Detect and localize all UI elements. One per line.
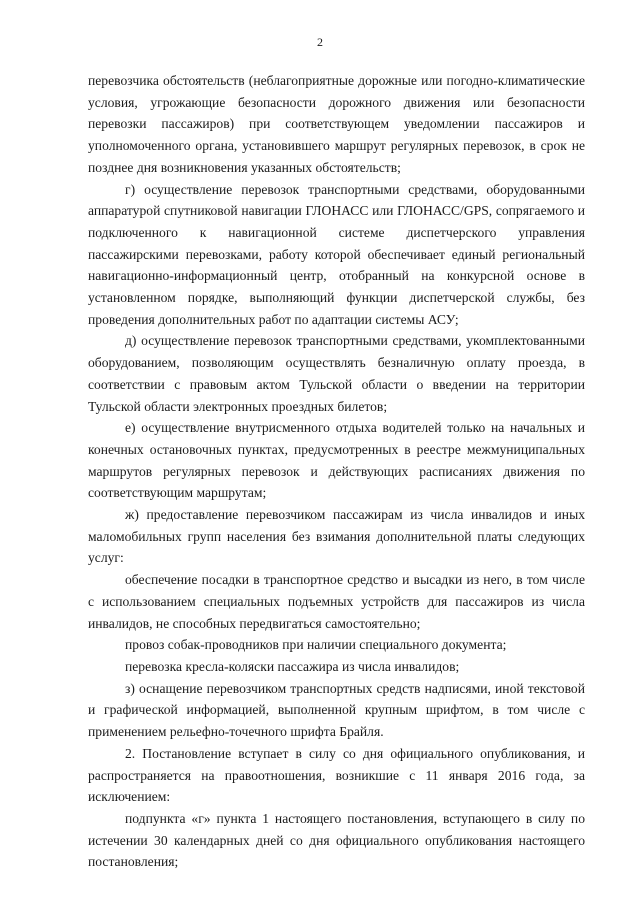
document-body bbox=[88, 70, 585, 873]
paragraph-continuation: перевозчика обстоятельств (неблагоприятные дорожные или погодно-климатические условия, угрожающие безопасности дорожного движения или безопасности перевозки пассажиров) при соответствующем уведомлении пассажиров и уполномоченного органа, установившего маршрут регулярных перевозок, в срок не позднее дня возникновения указанных обстоятельств; bbox=[88, 73, 585, 175]
paragraph-clause-2: 2. Постановление вступает в силу со дня официального опубликования, и распространяется на правоотношения, возникшие с 11 января 2016 года, за исключением: bbox=[88, 745, 585, 805]
paragraph-item-z: з) оснащение перевозчиком транспортных средств надписями, иной текстовой и графической информацией, выполненной крупным шрифтом, в том числе с применением рельефно-точечного шрифта Брайля. bbox=[88, 680, 585, 740]
paragraph-service-guide-dogs: провоз собак-проводников при наличии специального документа; bbox=[125, 637, 507, 653]
paragraph-service-boarding: обеспечение посадки в транспортное средство и высадки из него, в том числе с использованием специальных подъемных устройств для пассажиров из числа инвалидов, не способных передвигаться самостоятельно; bbox=[88, 572, 585, 631]
paragraph-item-e: е) осуществление внутрисменного отдыха водителей только на начальных и конечных остановочных пунктах, предусмотренных в реестре межмуниципальных маршрутов регулярных перевозок и действующих расписаниях движения по соответствующим маршрутам; bbox=[88, 420, 585, 501]
paragraph-exception: подпункта «г» пункта 1 настоящего постановления, вступающего в силу по истечении 30 календарных дней со дня официального опубликования настоящего постановления; bbox=[88, 810, 585, 870]
paragraph-item-d: д) осуществление перевозок транспортными средствами, укомплектованными оборудованием, позволяющим осуществлять безналичную оплату проезда, в соответствии с правовым актом Тульской области о введении на территории Тульской области электронных проездных билетов; bbox=[88, 333, 585, 414]
paragraph-service-wheelchair: перевозка кресла-коляски пассажира из числа инвалидов; bbox=[125, 658, 460, 674]
paragraph-item-g: г) осуществление перевозок транспортными средствами, оборудованными аппаратурой спутниковой навигации ГЛОНАСС или ГЛОНАСС/GPS, сопрягаемого и подключенного к навигационной системе диспетчерского управления пассажирскими перевозками, работу которой обеспечивает единый региональный навигационно-информационный центр, отобранный на конкурсной основе в установленном порядке, выполняющий функции диспетчерской службы, без проведения дополнительных работ по адаптации системы АСУ; bbox=[88, 181, 585, 327]
page-number: 2 bbox=[317, 35, 323, 49]
paragraph-item-zh: ж) предоставление перевозчиком пассажирам из числа инвалидов и иных маломобильных групп населения без взимания дополнительной платы следующих услуг: bbox=[88, 507, 585, 566]
